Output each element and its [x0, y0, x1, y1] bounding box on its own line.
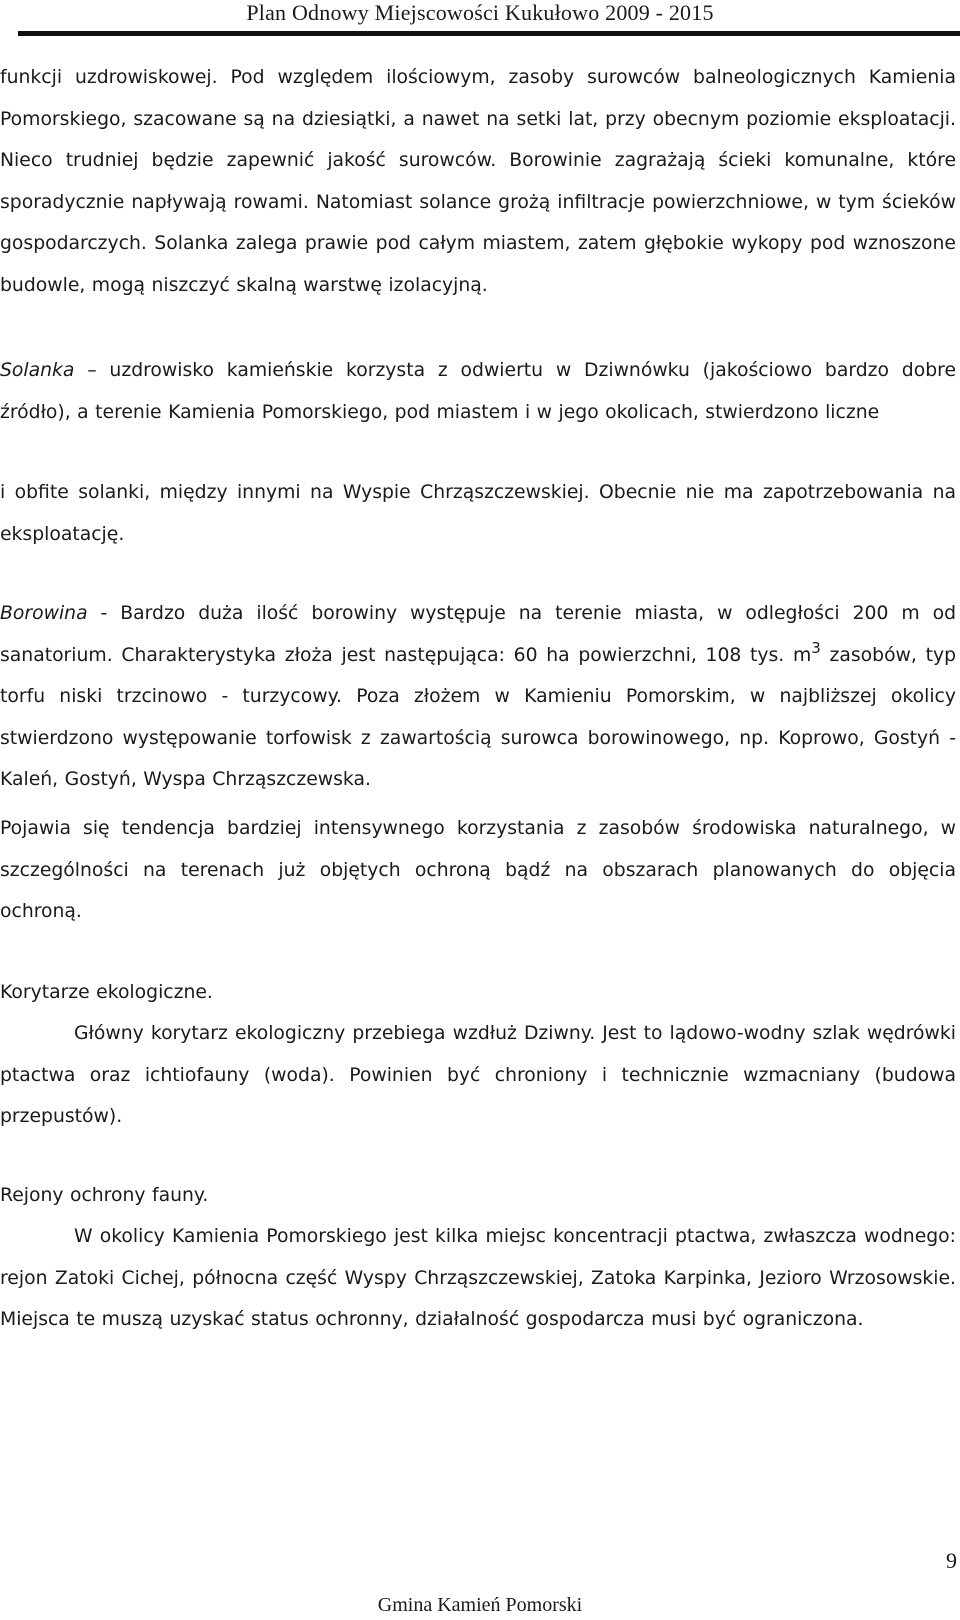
page-footer: Gmina Kamień Pomorski: [377, 1594, 583, 1616]
solanka-paragraph: [0, 350, 956, 433]
borowina-term: Borowina: [0, 603, 88, 624]
corridors-paragraph: Główny korytarz ekologiczny przebiega wzdłuż Dziwny. Jest to lądowo-wodny szlak wędrówki ptactwa oraz ichtiofauny (woda). Powinien być chroniony i technicznie wzmacniany (budowa przepustów).: [0, 1023, 956, 1127]
fauna-heading: Rejony ochrony fauny.: [0, 1185, 209, 1206]
intro-paragraph: funkcji uzdrowiskowej. Pod względem ilościowym, zasoby surowców balneologicznych Kamienia Pomorskiego, szacowane są na dziesiątki, a nawet na setki lat, przy obecnym poziomie eksploatacji. Nieco trudniej będzie zapewnić jakość surowców. Borowinie zagrażają ścieki komunalne, które sporadycznie napływają rowami. Natomiast solance grożą infiltracje powierzchniowe, w tym ścieków gospodarczych. Solanka zalega prawie pod całym miastem, zatem głębokie wykopy pod wznoszone budowle, mogą niszczyć skalną warstwę izolacyjną.: [0, 67, 956, 296]
header-divider: [18, 31, 960, 36]
solanka-paragraph-continued: i obfite solanki, między innymi na Wyspie Chrząszczewskiej. Obecnie nie ma zapotrzebowania na eksploatację.: [0, 482, 956, 545]
page-number: 9: [946, 1548, 957, 1573]
borowina-text-a: - Bardzo duża ilość borowiny występuje na terenie miasta, w odległości 200 m od sanatorium. Charakterystyka złoża jest następująca: 60 ha powierzchni, 108 tys. m: [0, 603, 956, 666]
borowina-text-b: zasobów, typ torfu niski trzcinowo - turzycowy. Poza złożem w Kamieniu Pomorskim, w najbliższej okolicy stwierdzono występowanie torfowisk z zawartością surowca borowinowego, np. Koprowo, Gostyń - Kaleń, Gostyń, Wyspa Chrząszczewska.: [0, 644, 956, 790]
tendency-paragraph: Pojawia się tendencja bardziej intensywnego korzystania z zasobów środowiska naturalnego, w szczególności na terenach już objętych ochroną bądź na obszarach planowanych do objęcia ochroną.: [0, 818, 956, 922]
borowina-paragraph: [0, 593, 956, 801]
corridors-heading: Korytarze ekologiczne.: [0, 982, 213, 1003]
page-header-title: Plan Odnowy Miejscowości Kukułowo 2009 - 2015: [246, 0, 714, 25]
fauna-paragraph: W okolicy Kamienia Pomorskiego jest kilka miejsc koncentracji ptactwa, zwłaszcza wodnego: rejon Zatoki Cichej, północna część Wyspy Chrząszczewskiej, Zatoka Karpinka, Jezioro Wrzosowskie. Miejsca te muszą uzyskać status ochronny, działalność gospodarcza musi być ograniczona.: [0, 1226, 956, 1330]
superscript-three: 3: [811, 638, 821, 657]
solanka-text-a: – uzdrowisko kamieńskie korzysta z odwiertu w Dziwnówku (jakościowo bardzo dobre źródło), a terenie Kamienia Pomorskiego, pod miastem i w jego okolicach, stwierdzono liczne: [0, 360, 956, 423]
solanka-term: Solanka: [0, 360, 75, 381]
